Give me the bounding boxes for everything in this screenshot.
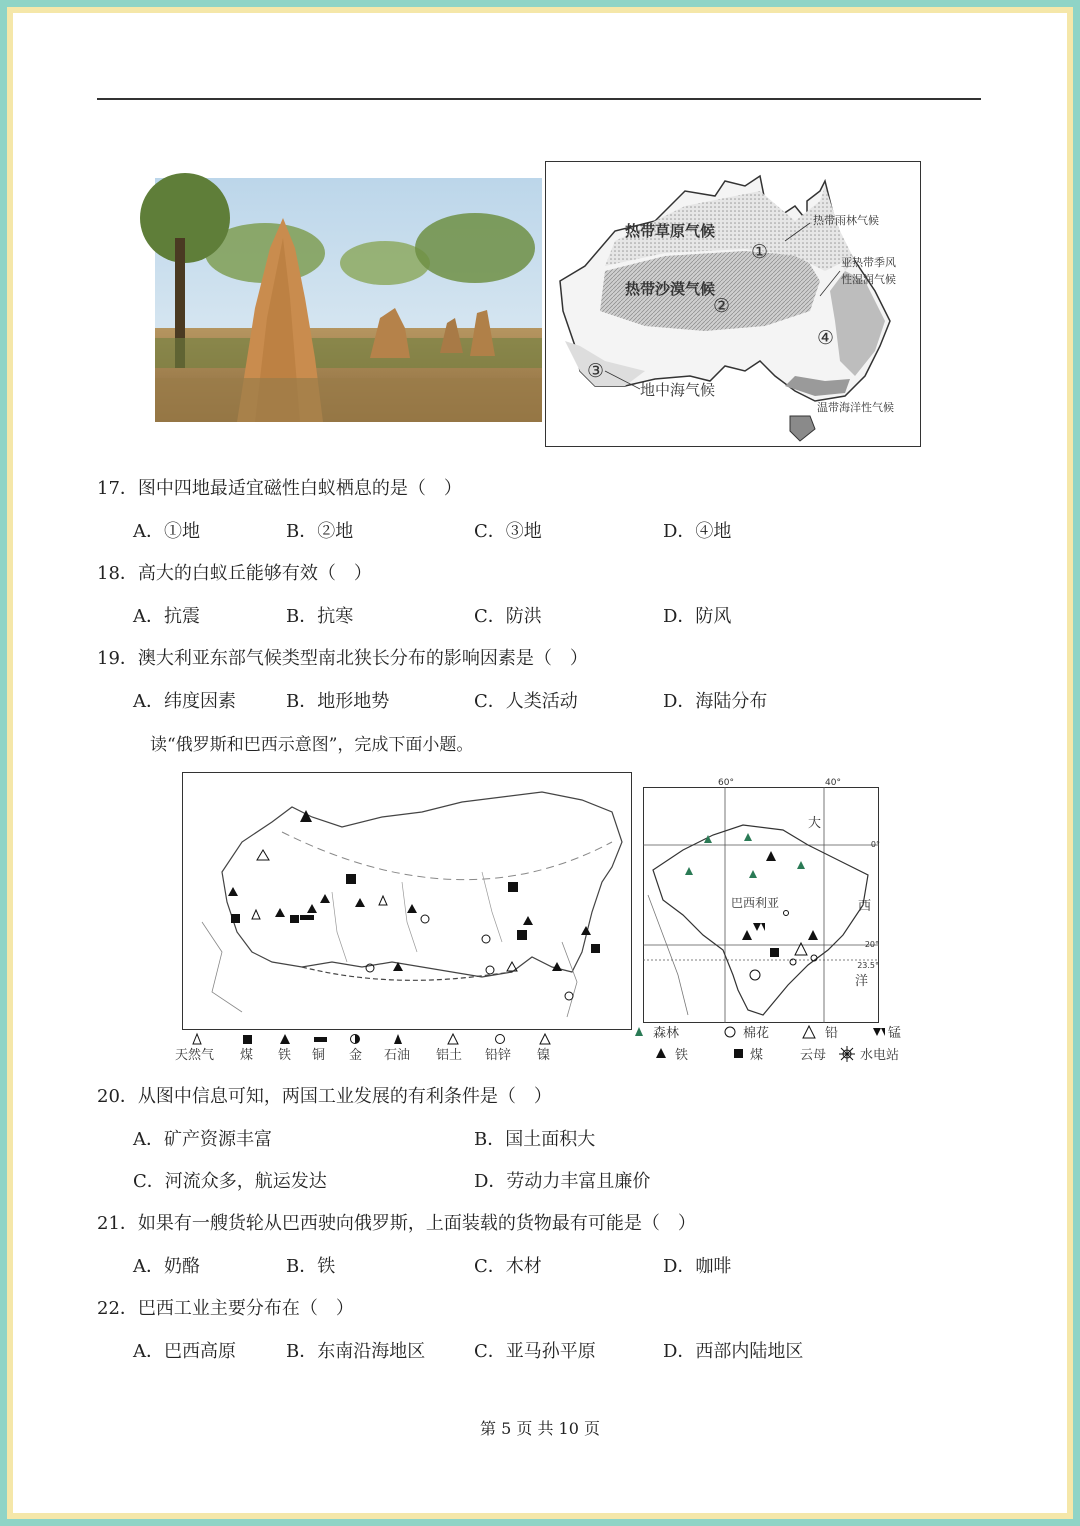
legend-iron: 铁 <box>278 1048 292 1063</box>
brazil-map <box>643 775 879 1023</box>
legend-bauxite: 铝土 <box>436 1048 463 1063</box>
russia-legend-symbols <box>175 1032 625 1048</box>
legend-forest: 森林 <box>653 1026 680 1041</box>
q17-option-d[interactable]: D．④地 <box>663 521 732 542</box>
q18-option-a[interactable]: A．抗震 <box>133 606 200 627</box>
label-mediterranean: 地中海气候 <box>640 381 716 399</box>
reading-intro: 读“俄罗斯和巴西示意图”，完成下面小题。 <box>150 735 474 755</box>
q22-option-b[interactable]: B．东南沿海地区 <box>286 1341 426 1362</box>
q20-option-c[interactable]: C．河流众多，航运发达 <box>133 1171 327 1192</box>
label-tropical-grassland: 热带草原气候 <box>625 222 716 240</box>
legend-oil: 石油 <box>384 1048 411 1063</box>
legend-coal: 煤 <box>240 1048 254 1063</box>
label-temperate-marine: 温带海洋性气候 <box>817 401 894 414</box>
marker-1: ① <box>751 241 769 263</box>
q21-option-b[interactable]: B．铁 <box>286 1256 336 1277</box>
q20-option-a[interactable]: A．矿产资源丰富 <box>133 1129 272 1150</box>
q22-option-d[interactable]: D．西部内陆地区 <box>663 1341 804 1362</box>
question-18: 18．高大的白蚁丘能够有效（ ） <box>97 563 372 584</box>
header-rule <box>97 98 981 100</box>
legend-lead: 铅 <box>825 1026 839 1041</box>
question-19: 19．澳大利亚东部气候类型南北狭长分布的影响因素是（ ） <box>97 648 588 669</box>
q19-option-a[interactable]: A．纬度因素 <box>133 691 236 712</box>
label-brasilia: 巴西利亚 <box>731 896 780 910</box>
legend-nickel: 镍 <box>537 1048 551 1063</box>
question-21: 21．如果有一艘货轮从巴西驶向俄罗斯，上面装载的货物最有可能是（ ） <box>97 1213 696 1234</box>
q17-option-a[interactable]: A．①地 <box>133 521 200 542</box>
q19-option-d[interactable]: D．海陆分布 <box>663 691 768 712</box>
page-footer: 第 5 页 共 10 页 <box>480 1419 600 1438</box>
legend-manganese: 锰 <box>888 1026 902 1041</box>
lat-23-5: 23.5° <box>857 961 879 970</box>
legend-cotton: 棉花 <box>743 1026 770 1041</box>
legend-brazil-coal: 煤 <box>750 1048 764 1063</box>
q19-option-b[interactable]: B．地形地势 <box>286 691 390 712</box>
lon-40: 40° <box>825 778 841 788</box>
legend-copper: 铜 <box>312 1048 326 1063</box>
lat-0: 0° <box>870 840 880 849</box>
label-ocean-3: 洋 <box>855 974 869 989</box>
lon-60: 60° <box>718 778 734 788</box>
lat-20: 20° <box>864 940 879 949</box>
legend-hydropower: 水电站 <box>860 1048 900 1063</box>
q20-option-d[interactable]: D．劳动力丰富且廉价 <box>474 1171 651 1192</box>
q19-option-c[interactable]: C．人类活动 <box>474 691 578 712</box>
q21-option-a[interactable]: A．奶酪 <box>133 1256 200 1277</box>
q18-option-d[interactable]: D．防风 <box>663 606 732 627</box>
australia-climate-map <box>545 161 921 447</box>
question-20: 20．从图中信息可知，两国工业发展的有利条件是（ ） <box>97 1086 552 1107</box>
q20-option-b[interactable]: B．国土面积大 <box>474 1129 596 1150</box>
marker-4: ④ <box>817 327 835 349</box>
label-tropical-desert: 热带沙漠气候 <box>625 280 716 298</box>
label-subtropical-monsoon-2: 性湿润气候 <box>841 273 896 286</box>
question-22: 22．巴西工业主要分布在（ ） <box>97 1298 354 1319</box>
marker-2: ② <box>713 295 731 317</box>
label-ocean-1: 大 <box>808 816 822 831</box>
q21-option-d[interactable]: D．咖啡 <box>663 1256 732 1277</box>
legend-brazil-iron: 铁 <box>675 1048 689 1063</box>
q18-option-c[interactable]: C．防洪 <box>474 606 542 627</box>
q18-option-b[interactable]: B．抗寒 <box>286 606 354 627</box>
legend-gold: 金 <box>349 1048 363 1063</box>
legend-lead-zinc: 铅锌 <box>485 1048 512 1063</box>
q21-option-c[interactable]: C．木材 <box>474 1256 542 1277</box>
q22-option-c[interactable]: C．亚马孙平原 <box>474 1341 596 1362</box>
marker-3: ③ <box>587 360 605 382</box>
question-17: 17．图中四地最适宜磁性白蚁栖息的是（ ） <box>97 478 462 499</box>
legend-natural-gas: 天然气 <box>175 1048 215 1063</box>
q22-option-a[interactable]: A．巴西高原 <box>133 1341 236 1362</box>
termite-mound-photo <box>155 178 542 422</box>
label-subtropical-monsoon-1: 亚热带季风 <box>841 256 896 269</box>
legend-mica: 云母 <box>800 1048 827 1063</box>
q17-option-b[interactable]: B．②地 <box>286 521 354 542</box>
q17-option-c[interactable]: C．③地 <box>474 521 542 542</box>
label-ocean-2: 西 <box>858 899 872 914</box>
russia-map <box>182 772 632 1030</box>
label-tropical-rainforest: 热带雨林气候 <box>813 214 879 227</box>
